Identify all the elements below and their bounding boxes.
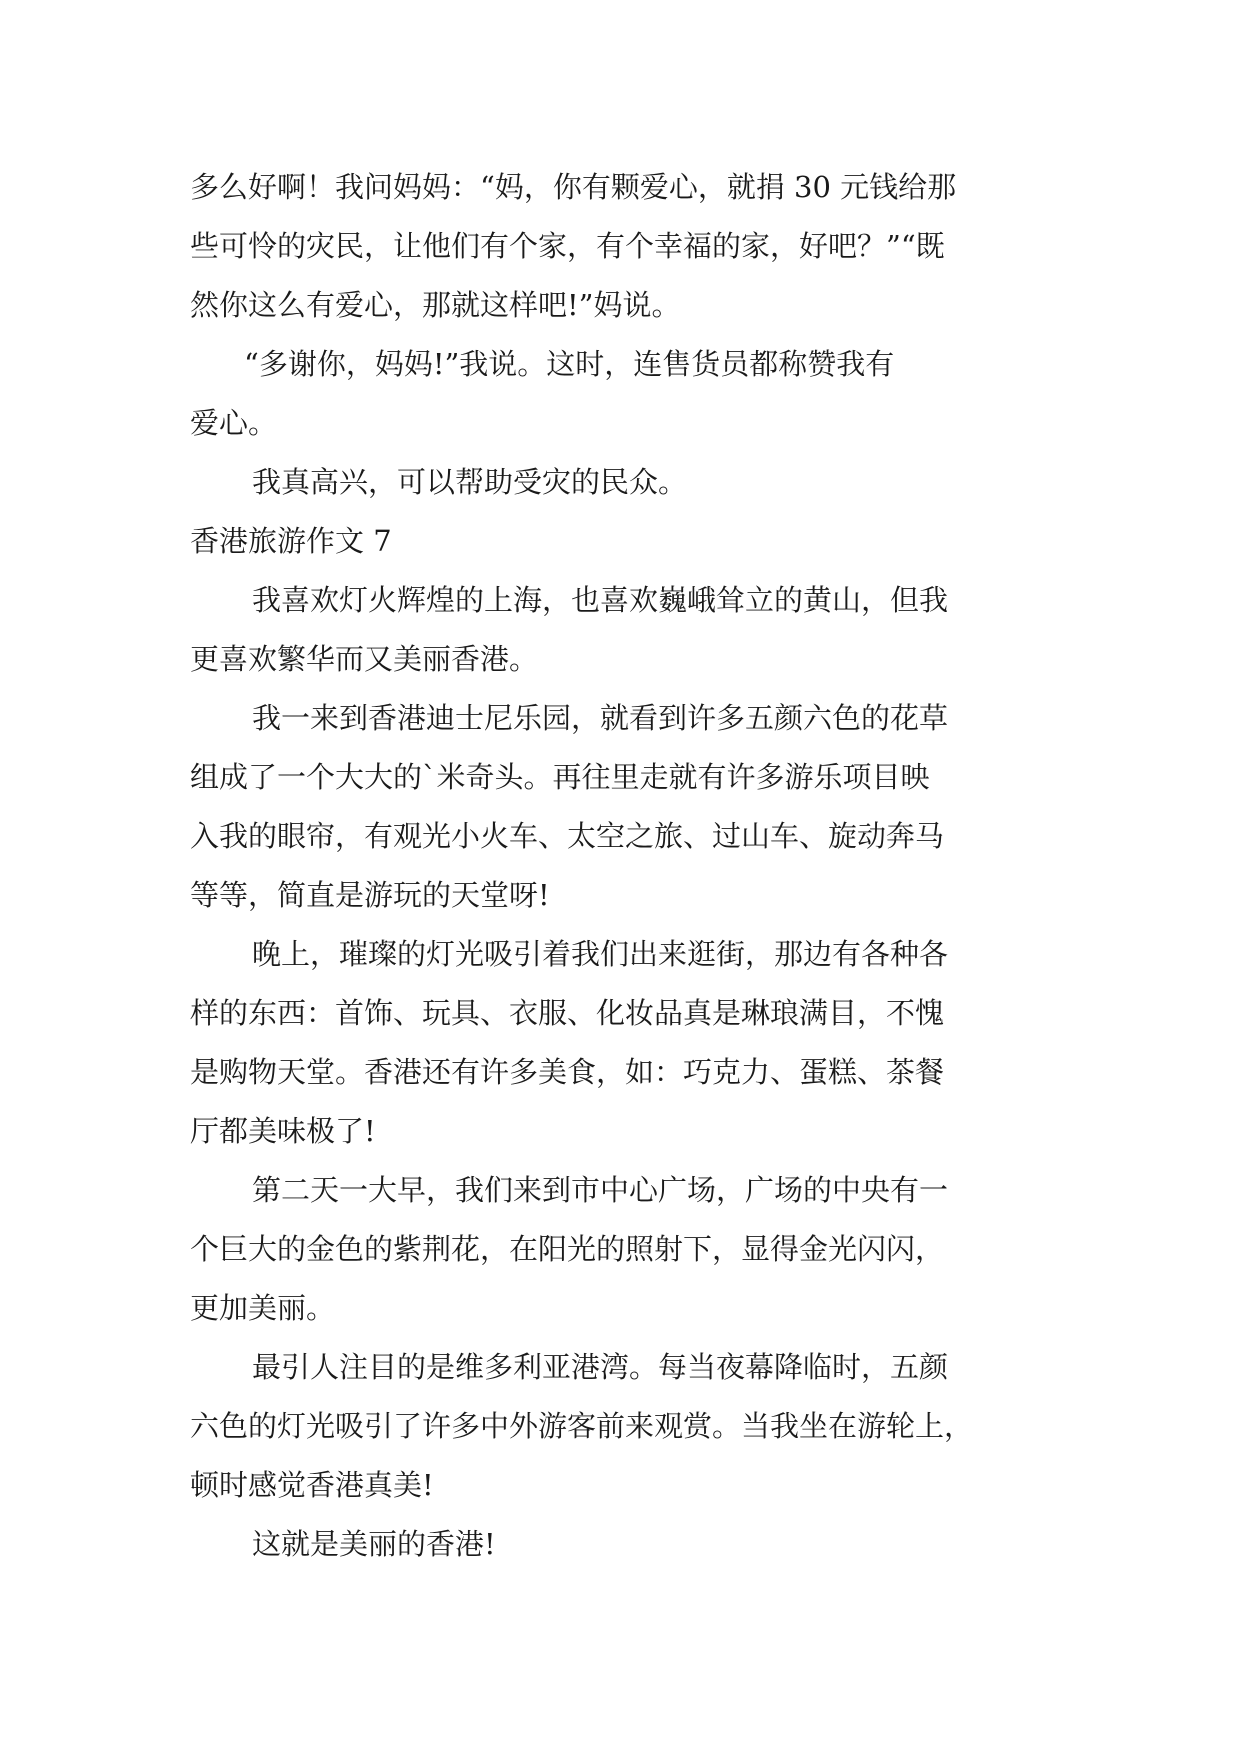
body-text-line: 我真高兴，可以帮助受灾的民众。: [252, 465, 688, 499]
body-text-line: 等等，简直是游玩的天堂呀!: [190, 878, 550, 912]
body-text-line: 是购物天堂。香港还有许多美食，如：巧克力、蛋糕、茶餐: [190, 1055, 945, 1089]
body-text-line: 我一来到香港迪士尼乐园，就看到许多五颜六色的花草: [252, 701, 949, 735]
body-text-line: 组成了一个大大的`米奇头。再往里走就有许多游乐项目映: [190, 760, 930, 794]
body-text-line: 晚上，璀璨的灯光吸引着我们出来逛街，那边有各种各: [252, 937, 949, 971]
body-text-line: 些可怜的灾民，让他们有个家，有个幸福的家，好吧？”“既: [190, 229, 945, 263]
body-text-line: 我喜欢灯火辉煌的上海，也喜欢巍峨耸立的黄山，但我: [252, 583, 949, 617]
body-text-line: 第二天一大早，我们来到市中心广场，广场的中央有一: [252, 1173, 949, 1207]
body-text-line: 最引人注目的是维多利亚港湾。每当夜幕降临时，五颜: [252, 1350, 949, 1384]
body-text-line: 更喜欢繁华而又美丽香港。: [190, 642, 539, 676]
body-text-line: “多谢你，妈妈!”我说。这时，连售货员都称赞我有: [244, 347, 895, 381]
body-text-line: 六色的灯光吸引了许多中外游客前来观赏。当我坐在游轮上，: [190, 1409, 974, 1443]
body-text-line: 多么好啊！我问妈妈：“妈，你有颗爱心，就捐 30 元钱给那: [190, 170, 957, 204]
body-text-line: 入我的眼帘，有观光小火车、太空之旅、过山车、旋动奔马: [190, 819, 945, 853]
body-text-line: 爱心。: [190, 406, 278, 440]
body-text-line: 这就是美丽的香港!: [252, 1527, 496, 1561]
body-text-line: 更加美丽。: [190, 1291, 336, 1325]
section-heading: 香港旅游作文 7: [190, 524, 392, 558]
body-text-line: 厅都美味极了!: [190, 1114, 376, 1148]
body-text-line: 顿时感觉香港真美!: [190, 1468, 434, 1502]
body-text-line: 个巨大的金色的紫荆花，在阳光的照射下，显得金光闪闪，: [190, 1232, 945, 1266]
body-text-line: 样的东西：首饰、玩具、衣服、化妆品真是琳琅满目，不愧: [190, 996, 945, 1030]
body-text-line: 然你这么有爱心，那就这样吧!”妈说。: [190, 288, 681, 322]
